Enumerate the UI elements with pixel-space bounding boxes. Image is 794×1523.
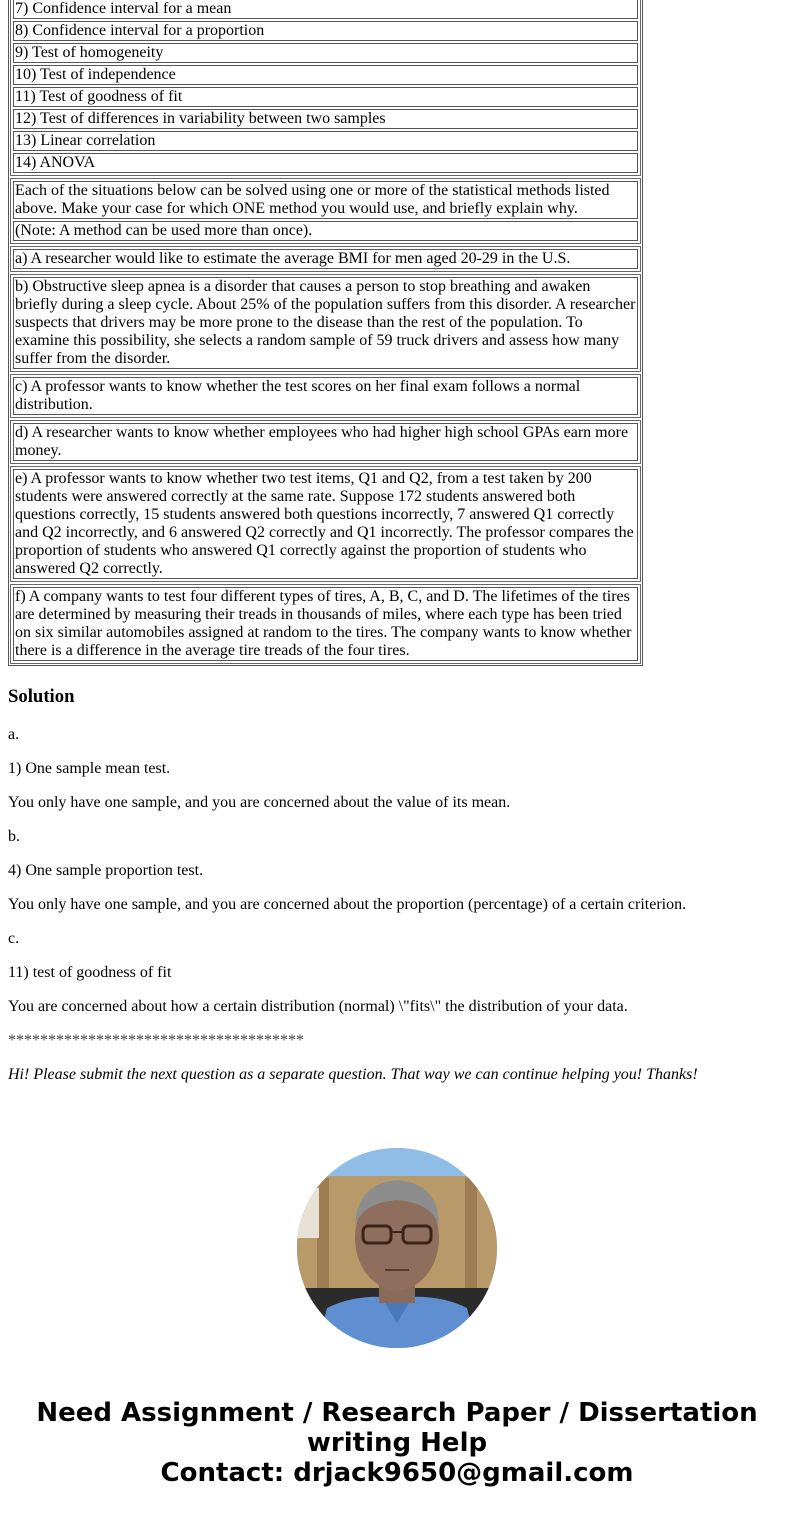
- method-item: 10) Test of independence: [13, 65, 638, 85]
- contact-headline: Need Assignment / Research Paper / Dissertation writing Help: [36, 1398, 758, 1458]
- avatar: [297, 1148, 497, 1348]
- situation-b: [10, 274, 641, 372]
- situation-text: e) A professor wants to know whether two test items, Q1 and Q2, from a test taken by 200 students were answered correctly at the same rate. Suppose 172 students answered both questions correctly, 15 students answered both questions incorrectly, 7 answered Q1 correctly and Q2 incorrectly, and 6 answered Q2 correctly and Q1 incorrectly. The professor compares the proportion of students who answered Q1 correctly against the proportion of students who answered Q2 correctly.: [13, 469, 638, 579]
- method-item: 14) ANOVA: [13, 153, 638, 173]
- closing-note: Hi! Please submit the next question as a separate question. That way we can continue helping you! Thanks!: [8, 1066, 698, 1083]
- avatar-photo: [297, 1148, 497, 1348]
- method-item: 8) Confidence interval for a proportion: [13, 21, 638, 41]
- situation-c: [10, 374, 641, 418]
- method-item: 9) Test of homogeneity: [13, 43, 638, 63]
- method-item: 13) Linear correlation: [13, 131, 638, 151]
- answer-label-b: b.: [8, 828, 20, 845]
- answer-reason-c: You are concerned about how a certain distribution (normal) \"fits\" the distribution of your data.: [8, 998, 628, 1015]
- situation-text: b) Obstructive sleep apnea is a disorder that causes a person to stop breathing and awaken briefly during a sleep cycle. About 25% of the population suffers from this disorder. A researcher suspects that drivers may be more prone to the disease than the rest of the population. To examine this possibility, she selects a random sample of 59 truck drivers and assess how many suffer from the disorder.: [13, 277, 638, 369]
- method-item: 7) Confidence interval for a mean: [13, 0, 638, 19]
- solution-heading: Solution: [8, 686, 75, 707]
- note-text: (Note: A method can be used more than once).: [13, 221, 638, 241]
- answer-reason-a: You only have one sample, and you are concerned about the value of its mean.: [8, 794, 511, 811]
- contact-banner: [8, 1398, 786, 1488]
- answer-label-c: c.: [8, 930, 20, 947]
- method-item: 11) Test of goodness of fit: [13, 87, 638, 107]
- separator: *************************************: [8, 1032, 304, 1049]
- instructions-text: Each of the situations below can be solved using one or more of the statistical methods listed above. Make your case for which ONE method you would use, and briefly explain why.: [13, 181, 638, 219]
- situation-text: f) A company wants to test four different types of tires, A, B, C, and D. The lifetimes of the tires are determined by measuring their treads in thousands of miles, where each type has been tried on six similar automobiles assigned at random to the tires. The company wants to know whether there is a difference in the average tire treads of the four tires.: [13, 587, 638, 661]
- answer-method-b: 4) One sample proportion test.: [8, 862, 204, 879]
- situation-text: a) A researcher would like to estimate the average BMI for men aged 20-29 in the U.S.: [13, 249, 638, 269]
- methods-list: [10, 0, 641, 176]
- answer-method-c: 11) test of goodness of fit: [8, 964, 172, 981]
- situation-text: c) A professor wants to know whether the test scores on her final exam follows a normal distribution.: [13, 377, 638, 415]
- situation-e: [10, 466, 641, 582]
- method-item: 12) Test of differences in variability between two samples: [13, 109, 638, 129]
- avatar-container: [8, 1148, 786, 1348]
- contact-email: Contact: drjack9650@gmail.com: [160, 1458, 634, 1488]
- situation-a: [10, 246, 641, 272]
- question-table: [8, 0, 643, 666]
- situation-text: d) A researcher wants to know whether employees who had higher high school GPAs earn more money.: [13, 423, 638, 461]
- answer-method-a: 1) One sample mean test.: [8, 760, 171, 777]
- answer-label-a: a.: [8, 726, 20, 743]
- solution-body: [8, 726, 786, 1084]
- situation-f: [10, 584, 641, 664]
- situation-d: [10, 420, 641, 464]
- answer-reason-b: You only have one sample, and you are concerned about the proportion (percentage) of a certain criterion.: [8, 896, 687, 913]
- instructions-block: [10, 178, 641, 244]
